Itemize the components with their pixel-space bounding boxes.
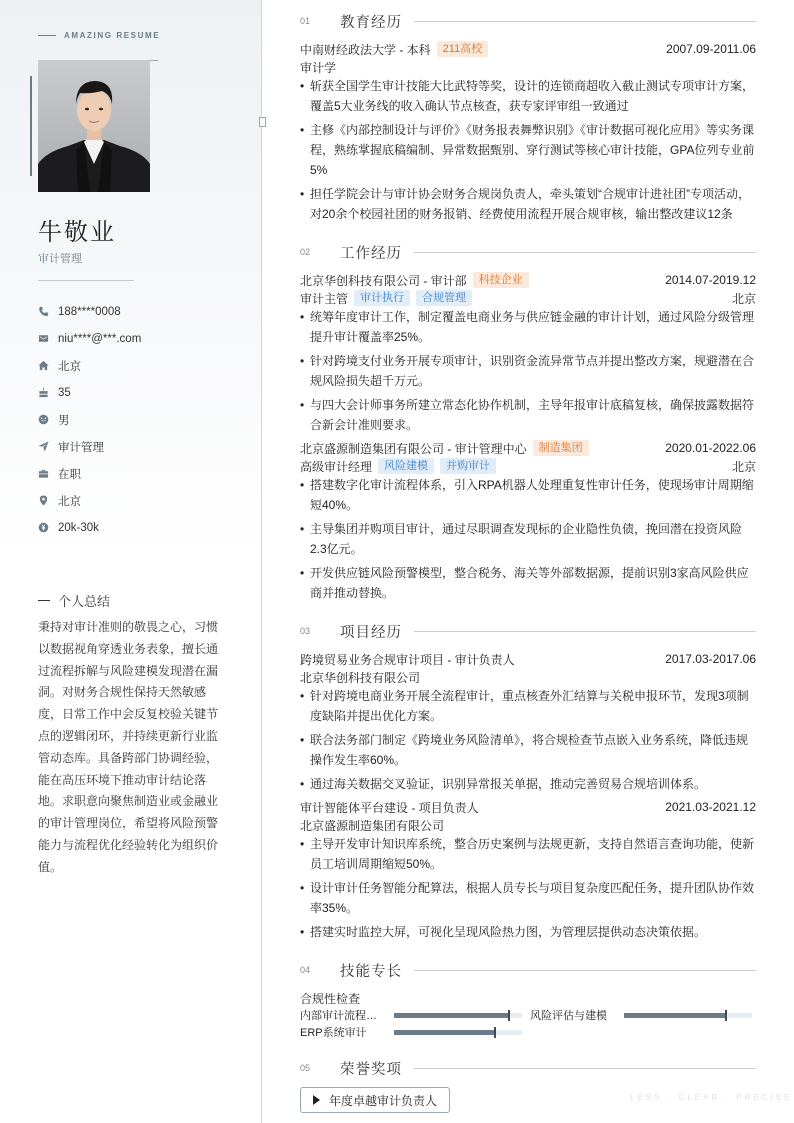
info-text: 北京 (58, 360, 81, 373)
section-number: 03 (300, 626, 311, 636)
school-tag: 211高校 (437, 41, 489, 57)
section-title: 荣誉奖项 (340, 1061, 402, 1078)
company-tag: 制造集团 (533, 440, 589, 456)
candidate-name: 牛敬业 (38, 219, 116, 246)
money-icon (38, 522, 49, 533)
job-header (300, 439, 756, 457)
job-bullets (300, 475, 756, 607)
project-name: 审计智能体平台建设 - 项目负责人 (300, 800, 479, 815)
home-icon (38, 360, 49, 371)
skill-name: ERP系统审计 (300, 1027, 367, 1039)
job-role-row (300, 289, 756, 307)
list-item: • 主导集团并购项目审计，通过尽职调查发现标的企业隐性负债，挽回潜在投资风险2.3亿元。 (300, 519, 756, 559)
list-item: • 针对跨境电商业务开展全流程审计，重点核查外汇结算与关税申报环节，发现3项制度缺陷并提出优化方案。 (300, 686, 756, 726)
honor-item (300, 1087, 450, 1113)
skill-tag: 审计执行 (354, 290, 410, 306)
skill-marker (725, 1010, 727, 1021)
contact-info (38, 298, 141, 541)
summary-text: 秉持对审计准则的敬畏之心，习惯以数据视角穿透业务表象，擅长通过流程拆解与风险建模发现潜在漏洞。对财务合规性保持天然敏感度，日常工作中会反复校验关键节点的逻辑闭环，并持续更新行业监管动态库。具备跨部门协调经验，能在高压环境下推动审计结论落地。求职意向聚焦制造业或金融业的审计管理岗位，希望将风险预警能力与流程优化经验转化为组织价值。 (38, 620, 219, 874)
sidebar-hook (259, 117, 266, 127)
sidebar-divider (38, 280, 134, 281)
skill-fill (394, 1030, 495, 1035)
skill-group-label: 合规性检查 (300, 992, 361, 1006)
skill-item (300, 1025, 522, 1039)
list-item: • 斩获全国学生审计技能大比武特等奖，设计的连锁商超收入截止测试专项审计方案，覆盖5大业务线的收入确认节点核查，获专家评审组一致通过 (300, 76, 756, 116)
list-item: • 搭建数字化审计流程体系，引入RPA机器人处理重复性审计任务，使现场审计周期缩短40%。 (300, 475, 756, 515)
list-item: • 开发供应链风险预警模型，整合税务、海关等外部数据源，提前识别3家高风险供应商并推动替换。 (300, 563, 756, 603)
section-honors-heading (300, 1058, 756, 1078)
list-item: • 担任学院会计与审计协会财务合规岗负责人，牵头策划“合规审计进社团”专项活动，对20余个校园社团的财务报销、经费使用流程开展合规审核，输出整改建议12条 (300, 184, 756, 224)
photo-accent-bar (30, 76, 32, 176)
section-skills-heading (300, 960, 756, 980)
job-header (300, 271, 756, 289)
project-header (300, 650, 756, 668)
education-major-row (300, 58, 756, 76)
section-work-heading (300, 242, 756, 262)
project-bullets (300, 686, 756, 798)
job-bullets (300, 307, 756, 439)
section-rule (414, 21, 756, 22)
info-location (38, 487, 141, 514)
project-header (300, 798, 756, 816)
summary-dash (38, 600, 50, 601)
project-company: 北京华创科技有限公司 (300, 670, 421, 685)
list-item: • 通过海关数据交叉验证，识别异常报关单据，推动完善贸易合规培训体系。 (300, 774, 756, 794)
skill-fill (394, 1013, 509, 1018)
brand (38, 31, 160, 40)
summary-heading (38, 591, 110, 610)
info-phone (38, 298, 141, 325)
honor-text: 年度卓越审计负责人 (329, 1093, 438, 1108)
project-company-row (300, 668, 756, 686)
send-icon (38, 441, 49, 452)
info-status (38, 460, 141, 487)
job-city: 北京 (731, 291, 756, 306)
location-pin-icon (38, 495, 49, 506)
skill-tag: 合规管理 (416, 290, 472, 306)
major: 审计学 (300, 60, 337, 75)
info-email (38, 325, 141, 352)
education-bullets (300, 76, 756, 228)
section-number: 01 (300, 16, 311, 26)
project-name: 跨境贸易业务合规审计项目 - 审计负责人 (300, 652, 515, 667)
info-text: 35 (58, 386, 71, 399)
list-item: • 搭建实时监控大屏，可视化呈现风险热力图，为管理层提供动态决策依据。 (300, 922, 756, 942)
cake-icon (38, 387, 49, 398)
company-tag: 科技企业 (473, 272, 529, 288)
skill-tag: 风险建模 (378, 458, 434, 474)
mail-icon (38, 333, 49, 344)
company-name: 北京华创科技有限公司 - 审计部 (300, 273, 467, 288)
job-role-row (300, 457, 756, 475)
info-text: 188****0008 (58, 305, 121, 318)
info-text: 20k-30k (58, 521, 99, 534)
section-rule (414, 970, 756, 971)
job-date: 2020.01-2022.06 (665, 441, 756, 455)
section-title: 技能专长 (340, 963, 402, 980)
candidate-title: 审计管理 (38, 253, 82, 265)
section-number: 04 (300, 965, 311, 975)
education-date: 2007.09-2011.06 (666, 42, 756, 56)
info-text: 在职 (58, 468, 81, 481)
list-item: • 统筹年度审计工作，制定覆盖电商业务与供应链金融的审计计划，通过风险分级管理提升审计覆盖率25%。 (300, 307, 756, 347)
section-title: 项目经历 (340, 624, 402, 641)
section-projects-heading (300, 621, 756, 641)
info-text: 北京 (58, 495, 81, 508)
smile-icon (38, 414, 49, 425)
summary-title: 个人总结 (58, 594, 111, 609)
list-item: • 设计审计任务智能分配算法，根据人员专长与项目复杂度匹配任务，提升团队协作效率35%。 (300, 878, 756, 918)
skill-tag: 并购审计 (440, 458, 496, 474)
briefcase-icon (38, 468, 49, 479)
skill-bar (394, 1030, 522, 1035)
section-rule (414, 1068, 756, 1069)
skill-marker (494, 1027, 496, 1038)
company-name: 北京盛源制造集团有限公司 - 审计管理中心 (300, 441, 527, 456)
project-bullets (300, 834, 756, 946)
section-rule (414, 252, 756, 253)
info-text: 男 (58, 414, 70, 427)
info-age (38, 379, 141, 406)
job-role: 高级审计经理 (300, 459, 373, 474)
skill-marker (508, 1010, 510, 1021)
info-intent (38, 433, 141, 460)
skill-name: 风险评估与建模 (530, 1010, 607, 1022)
play-triangle-icon (313, 1095, 320, 1105)
phone-icon (38, 306, 49, 317)
school-name: 中南财经政法大学 - 本科 (300, 42, 431, 57)
job-city: 北京 (731, 459, 756, 474)
job-date: 2014.07-2019.12 (665, 273, 756, 287)
skill-bar (624, 1013, 752, 1018)
project-date: 2017.03-2017.06 (665, 652, 756, 666)
skill-bar (394, 1013, 522, 1018)
section-number: 02 (300, 247, 311, 257)
list-item: • 针对跨境支付业务开展专项审计，识别资金流异常节点并提出整改方案，规避潜在合规风险损失超千万元。 (300, 351, 756, 391)
job-role: 审计主管 (300, 291, 349, 306)
skill-fill (624, 1013, 726, 1018)
project-company-row (300, 816, 756, 834)
education-header (300, 40, 756, 58)
project-date: 2021.03-2021.12 (665, 800, 756, 814)
avatar (38, 60, 150, 192)
section-title: 工作经历 (340, 245, 402, 262)
skill-item (300, 1008, 522, 1022)
skill-item (530, 1008, 752, 1022)
section-education-heading (300, 11, 756, 31)
section-number: 05 (300, 1063, 311, 1073)
info-salary (38, 514, 141, 541)
project-company: 北京盛源制造集团有限公司 (300, 818, 445, 833)
brand-line (38, 35, 56, 36)
info-text: niu****@***.com (58, 332, 142, 345)
skill-name: 内部审计流程… (300, 1010, 377, 1022)
section-rule (414, 631, 756, 632)
list-item: • 主修《内部控制设计与评价》《财务报表舞弊识别》《审计数据可视化应用》等实务课程，熟练掌握底稿编制、异常数据甄别、穿行测试等核心审计技能，GPA位列专业前5% (300, 120, 756, 180)
brand-text: AMAZING RESUME (64, 31, 161, 40)
list-item: • 联合法务部门制定《跨境业务风险清单》，将合规检查节点嵌入业务系统，降低违规操作发生率60%。 (300, 730, 756, 770)
watermark: LESS · CLEAR · PRECISE (630, 1093, 793, 1102)
info-text: 审计管理 (58, 441, 104, 454)
info-hometown (38, 352, 141, 379)
list-item: • 与四大会计师事务所建立常态化协作机制，主导年报审计底稿复核，确保披露数据符合新会计准则要求。 (300, 395, 756, 435)
info-gender (38, 406, 141, 433)
list-item: • 主导开发审计知识库系统，整合历史案例与法规更新，支持自然语言查询功能，使新员工培训周期缩短50%。 (300, 834, 756, 874)
section-title: 教育经历 (340, 14, 402, 31)
